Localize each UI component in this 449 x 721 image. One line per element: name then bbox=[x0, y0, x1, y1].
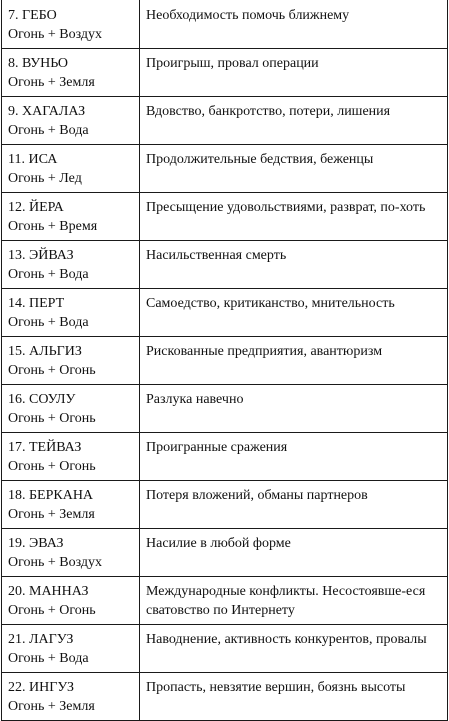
rune-name: 8. ВУНЬО bbox=[8, 56, 69, 71]
table-row bbox=[2, 49, 448, 97]
meaning-cell bbox=[140, 97, 448, 145]
rune-meaning: Насилие в любой форме bbox=[146, 536, 291, 551]
meaning-cell bbox=[140, 577, 448, 625]
rune-cell bbox=[2, 0, 140, 49]
rune-name: 9. ХАГАЛАЗ bbox=[8, 104, 86, 119]
rune-name: 15. АЛЬГИЗ bbox=[8, 344, 82, 359]
meaning-cell bbox=[140, 193, 448, 241]
table-row bbox=[2, 481, 448, 529]
rune-meaning: Потеря вложений, обманы партнеров bbox=[146, 488, 368, 503]
rune-meaning: Пресыщение удовольствиями, разврат, по-хоть bbox=[146, 200, 426, 215]
rune-cell bbox=[2, 337, 140, 385]
table-row bbox=[2, 385, 448, 433]
runes-table bbox=[1, 0, 448, 721]
rune-name: 17. ТЕЙВАЗ bbox=[8, 440, 82, 455]
table-row bbox=[2, 433, 448, 481]
table-row bbox=[2, 0, 448, 49]
rune-name: 22. ИНГУЗ bbox=[8, 680, 75, 695]
rune-elements: Огонь + Земля bbox=[8, 699, 95, 714]
rune-elements: Огонь + Воздух bbox=[8, 27, 103, 42]
rune-name: 7. ГЕБО bbox=[8, 8, 57, 23]
rune-elements: Огонь + Вода bbox=[8, 651, 89, 666]
rune-elements: Огонь + Огонь bbox=[8, 411, 96, 426]
rune-elements: Огонь + Вода bbox=[8, 315, 89, 330]
meaning-cell bbox=[140, 241, 448, 289]
rune-elements: Огонь + Огонь bbox=[8, 459, 96, 474]
rune-meaning: Проигранные сражения bbox=[146, 440, 288, 455]
rune-cell bbox=[2, 193, 140, 241]
meaning-cell bbox=[140, 0, 448, 49]
rune-cell bbox=[2, 673, 140, 721]
meaning-cell bbox=[140, 289, 448, 337]
rune-cell bbox=[2, 481, 140, 529]
rune-elements: Огонь + Вода bbox=[8, 123, 89, 138]
meaning-cell bbox=[140, 49, 448, 97]
rune-cell bbox=[2, 529, 140, 577]
rune-cell bbox=[2, 625, 140, 673]
table-row bbox=[2, 625, 448, 673]
rune-elements: Огонь + Воздух bbox=[8, 555, 103, 570]
rune-cell bbox=[2, 49, 140, 97]
rune-elements: Огонь + Земля bbox=[8, 75, 95, 90]
meaning-cell bbox=[140, 673, 448, 721]
table-row bbox=[2, 673, 448, 721]
meaning-cell bbox=[140, 433, 448, 481]
rune-name: 19. ЭВАЗ bbox=[8, 536, 64, 551]
rune-meaning: Наводнение, активность конкурентов, провалы bbox=[146, 632, 427, 647]
rune-name: 21. ЛАГУЗ bbox=[8, 632, 74, 647]
rune-cell bbox=[2, 577, 140, 625]
meaning-cell bbox=[140, 481, 448, 529]
rune-name: 13. ЭЙВАЗ bbox=[8, 248, 74, 263]
rune-name: 18. БЕРКАНА bbox=[8, 488, 94, 503]
rune-meaning: Проигрыш, провал операции bbox=[146, 56, 319, 71]
table-row bbox=[2, 289, 448, 337]
rune-meaning: Международные конфликты. Несостоявше-еся сватовство по Интернету bbox=[146, 584, 426, 618]
rune-meaning: Продолжительные бедствия, беженцы bbox=[146, 152, 374, 167]
rune-elements: Огонь + Огонь bbox=[8, 363, 96, 378]
rune-name: 14. ПЕРТ bbox=[8, 296, 65, 311]
rune-meaning: Вдовство, банкротство, потери, лишения bbox=[146, 104, 391, 119]
rune-elements: Огонь + Земля bbox=[8, 507, 95, 522]
table-row bbox=[2, 241, 448, 289]
rune-cell bbox=[2, 145, 140, 193]
rune-elements: Огонь + Время bbox=[8, 219, 98, 234]
rune-meaning: Самоедство, критиканство, мнительность bbox=[146, 296, 395, 311]
rune-name: 16. СОУЛУ bbox=[8, 392, 76, 407]
meaning-cell bbox=[140, 625, 448, 673]
table-row bbox=[2, 529, 448, 577]
rune-name: 11. ИСА bbox=[8, 152, 58, 167]
table-row bbox=[2, 145, 448, 193]
rune-meaning: Разлука навечно bbox=[146, 392, 244, 407]
meaning-cell bbox=[140, 529, 448, 577]
rune-elements: Огонь + Огонь bbox=[8, 603, 96, 618]
meaning-cell bbox=[140, 337, 448, 385]
table-row bbox=[2, 193, 448, 241]
rune-name: 12. ЙЕРА bbox=[8, 200, 64, 215]
rune-meaning: Необходимость помочь ближнему bbox=[146, 8, 350, 23]
rune-name: 20. МАННАЗ bbox=[8, 584, 89, 599]
rune-cell bbox=[2, 385, 140, 433]
rune-cell bbox=[2, 97, 140, 145]
rune-cell bbox=[2, 433, 140, 481]
table-row bbox=[2, 337, 448, 385]
rune-cell bbox=[2, 289, 140, 337]
meaning-cell bbox=[140, 145, 448, 193]
rune-cell bbox=[2, 241, 140, 289]
rune-elements: Огонь + Лед bbox=[8, 171, 82, 186]
rune-meaning: Рискованные предприятия, авантюризм bbox=[146, 344, 383, 359]
table-row bbox=[2, 577, 448, 625]
rune-meaning: Пропасть, невзятие вершин, боязнь высоты bbox=[146, 680, 406, 695]
runes-table-body bbox=[2, 0, 448, 721]
rune-meaning: Насильственная смерть bbox=[146, 248, 287, 263]
table-row bbox=[2, 97, 448, 145]
rune-elements: Огонь + Вода bbox=[8, 267, 89, 282]
meaning-cell bbox=[140, 385, 448, 433]
